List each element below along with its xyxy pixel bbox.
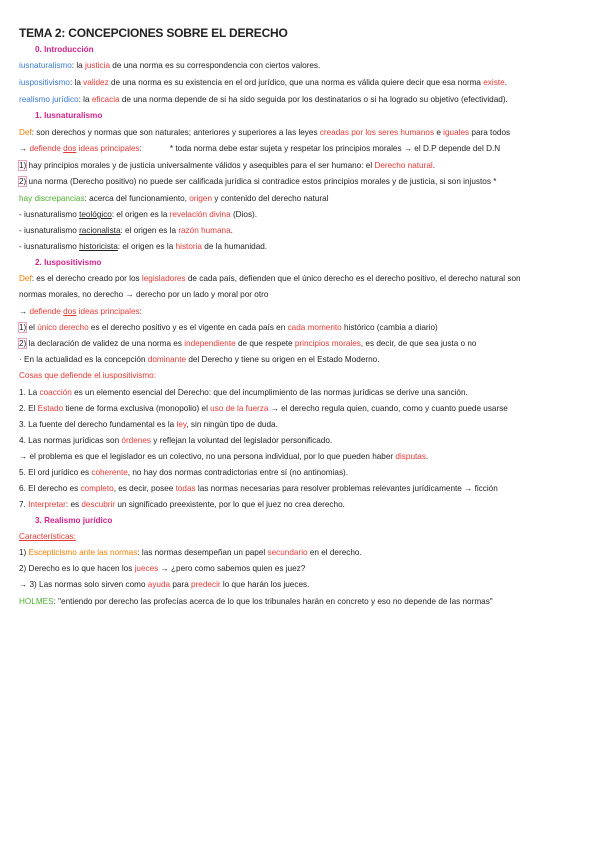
text: 1) — [19, 548, 29, 557]
iuspos-item-6 — [19, 483, 498, 494]
text: , sin ningún tipo de duda. — [186, 420, 278, 429]
text: : acerca del funcionamiento, — [84, 194, 190, 203]
underlined-term: racionalista — [79, 226, 121, 235]
keyword: Escepticismo ante las normas — [28, 548, 138, 557]
text: → ¿pero como sabemos quien es juez? — [158, 564, 306, 573]
text: (Dios). — [230, 210, 258, 219]
keyword: principios morales — [294, 339, 361, 348]
keyword: razón humana — [178, 226, 231, 235]
text: . — [432, 161, 435, 170]
text: en el derecho. — [307, 548, 362, 557]
term-iusnaturalismo: iusnaturalismo — [19, 61, 72, 70]
section-2-heading: 2. Iuspositivismo — [35, 258, 102, 267]
text: : el origen es la — [117, 242, 176, 251]
keyword: ideas principales — [76, 307, 140, 316]
underlined-term: teológico — [79, 210, 112, 219]
text: : el origen es la — [111, 210, 170, 219]
text: : — [139, 307, 142, 316]
text: 1. La — [19, 388, 40, 397]
text: * toda norma debe estar sujeta y respetar los principios morales → el D.P depende del D.N — [169, 144, 501, 153]
text: : las normas desempeñan un papel — [137, 548, 268, 557]
text: : es — [65, 500, 82, 509]
text: 2. El — [19, 404, 38, 413]
text: - iusnaturalismo — [19, 242, 80, 251]
iuspos-line-1 — [19, 273, 521, 284]
text: para todos — [469, 128, 511, 137]
keyword: hay discrepancias — [19, 194, 85, 203]
text: : "entiendo por derecho las profecías acerca de lo que los tribunales harán en concreto y eso no depende de las normas" — [53, 597, 493, 606]
iusnat-line-4 — [19, 176, 496, 187]
iuspos-list-title: Cosas que defiende el iuspositivismo: — [19, 371, 156, 380]
text: una norma (Derecho positivo) no puede ser calificada jurídica si contradice estos principios morales y de justicia, si son injustos * — [26, 177, 497, 186]
text: : — [139, 144, 142, 153]
text: 5. El ord jurídico es — [19, 468, 92, 477]
iusnat-line-6 — [19, 209, 257, 220]
def-label: Def — [19, 274, 32, 283]
text: . — [425, 452, 429, 461]
text: → — [19, 307, 30, 316]
text: de cada país, defienden que el único derecho es el derecho positivo, el derecho natural son — [185, 274, 521, 283]
intro-line-2 — [19, 77, 507, 88]
keyword: iguales — [443, 128, 470, 137]
page-title: TEMA 2: CONCEPCIONES SOBRE EL DERECHO — [19, 26, 288, 40]
text: : la — [71, 61, 85, 70]
text: e — [434, 128, 444, 137]
text: 4. Las normas jurídicas son — [19, 436, 122, 445]
section-0-heading: 0. Introducción — [35, 45, 94, 54]
iusnat-line-2 — [19, 143, 500, 154]
keyword: descubrir — [81, 500, 116, 509]
term-iuspositivismo: iuspositivismo — [19, 78, 70, 87]
keyword: uso de la fuerza — [210, 404, 269, 413]
text: las normas necesarias para resolver problemas relevantes jurídicamente → ficción — [195, 484, 498, 493]
text: → el derecho regula quien, cuando, como y cuanto puede usarse — [268, 404, 508, 413]
underlined-term: historicista — [79, 242, 118, 251]
text: → — [19, 144, 30, 153]
text: · En la actualidad es la concepción — [19, 355, 148, 364]
text: el — [26, 323, 38, 332]
iusnat-line-1 — [19, 127, 510, 138]
section-3-heading: 3. Realismo jurídico — [35, 516, 113, 525]
keyword: disputas — [395, 452, 426, 461]
item-number: 1) — [19, 323, 27, 332]
keyword: independiente — [184, 339, 236, 348]
iuspos-line-4 — [19, 322, 438, 333]
keyword: coherente — [91, 468, 128, 477]
text: : el origen es la — [120, 226, 179, 235]
keyword: origen — [189, 194, 212, 203]
author-name: HOLMES — [19, 597, 54, 606]
holmes-quote — [19, 596, 493, 607]
iusnat-line-3 — [19, 160, 435, 171]
iuspos-item-1 — [19, 387, 468, 398]
iuspos-line-5 — [19, 338, 476, 349]
text: y contenido del derecho natural — [212, 194, 329, 203]
keyword: dos — [63, 144, 77, 153]
iuspos-item-2 — [19, 403, 508, 414]
def-label: Def — [19, 128, 32, 137]
text: , es decir, de que sea justa o no — [360, 339, 477, 348]
keyword: jueces — [134, 564, 159, 573]
keyword: defiende — [29, 307, 64, 316]
keyword: validez — [83, 78, 109, 87]
text: de que respete — [235, 339, 295, 348]
text: tiene de forma exclusiva (monopolio) el — [63, 404, 211, 413]
intro-line-1 — [19, 60, 320, 71]
text: 2) Derecho es lo que hacen los — [19, 564, 135, 573]
text: 7. — [19, 500, 29, 509]
keyword: dominante — [147, 355, 187, 364]
iuspos-item-5 — [19, 467, 348, 478]
keyword: ley — [176, 420, 187, 429]
keyword: creadas por los seres humanos — [319, 128, 435, 137]
iuspos-item-4-note — [19, 451, 428, 462]
item-number: 2) — [19, 177, 27, 186]
text: : son derechos y normas que son naturales; anteriores y superiores a las leyes — [31, 128, 320, 137]
text: , no hay dos normas contradictorias entre sí (no antinomias). — [127, 468, 349, 477]
text: - iusnaturalismo — [19, 226, 80, 235]
keyword: único derecho — [37, 323, 89, 332]
characteristics-title: Características: — [19, 532, 76, 541]
text: . — [230, 226, 233, 235]
keyword: secundario — [267, 548, 308, 557]
iuspos-line-6 — [19, 354, 380, 365]
keyword: Estado — [37, 404, 64, 413]
realismo-item-1 — [19, 547, 362, 558]
text: un significado preexistente, por lo que el juez no crea derecho. — [115, 500, 345, 509]
text: 6. El derecho es — [19, 484, 81, 493]
keyword: completo — [80, 484, 114, 493]
text: 3. La fuente del derecho fundamental es la — [19, 420, 177, 429]
text: la declaración de validez de una norma es — [26, 339, 185, 348]
keyword: ayuda — [147, 580, 171, 589]
keyword: ideas principales — [76, 144, 140, 153]
keyword: eficacia — [91, 95, 120, 104]
keyword: todas — [175, 484, 196, 493]
text: y reflejan la voluntad del legislador personificado. — [151, 436, 333, 445]
iuspos-item-4 — [19, 435, 332, 446]
text: : la — [69, 78, 84, 87]
text: es un elemento esencial del Derecho: que del incumplimiento de las normas jurídicas se derive una sanción. — [71, 388, 468, 397]
keyword: revelación divina — [169, 210, 231, 219]
keyword: coacción — [39, 388, 72, 397]
text: , es decir, posee — [113, 484, 176, 493]
keyword: defiende — [29, 144, 64, 153]
keyword: legisladores — [141, 274, 186, 283]
iuspos-line-2: normas morales, no derecho → derecho por un lado y moral por otro — [19, 290, 269, 299]
text: → 3) Las normas solo sirven como — [19, 580, 148, 589]
iuspos-item-3 — [19, 419, 278, 430]
iuspos-line-3 — [19, 306, 142, 317]
text: : es el derecho creado por los — [31, 274, 142, 283]
keyword: Derecho natural — [374, 161, 433, 170]
text: del Derecho y tiene su origen en el Estado Moderno. — [186, 355, 380, 364]
iusnat-line-7 — [19, 225, 233, 236]
keyword: existe — [483, 78, 505, 87]
iuspos-item-7 — [19, 499, 345, 510]
iusnat-line-8 — [19, 241, 267, 252]
text: es el derecho positivo y es el vigente en cada país en — [88, 323, 288, 332]
text: para — [170, 580, 192, 589]
item-number: 1) — [19, 161, 27, 170]
section-1-heading: 1. Iusnaturalismo — [35, 111, 103, 120]
text: de la humanidad. — [201, 242, 268, 251]
realismo-item-2 — [19, 563, 305, 574]
item-number: 2) — [19, 339, 27, 348]
text: lo que harán los jueces. — [220, 580, 310, 589]
intro-line-3 — [19, 94, 508, 105]
iusnat-line-5 — [19, 193, 329, 204]
text: - iusnaturalismo — [19, 210, 80, 219]
keyword: justicia — [85, 61, 111, 70]
keyword: órdenes — [121, 436, 151, 445]
keyword: cada momento — [287, 323, 342, 332]
keyword: dos — [63, 307, 77, 316]
text: de una norma depende de si ha sido seguida por los destinatarios o si ha logrado su objetivo (efectividad). — [119, 95, 508, 104]
text: . — [504, 78, 507, 87]
text: : la — [78, 95, 92, 104]
text: de una norma es su existencia en el ord jurídico, que una norma es válida quiere decir que esa norma — [108, 78, 484, 87]
text: hay principios morales y de justicia universalmente válidos y asequibles para el ser humano: el — [26, 161, 375, 170]
text: → el problema es que el legislador es un colectivo, no una persona individual, por lo que pueden haber — [19, 452, 396, 461]
term-realismo: realismo jurídico — [19, 95, 79, 104]
keyword: predecir — [191, 580, 221, 589]
text: histórico (cambia a diario) — [341, 323, 438, 332]
keyword: Interpretar — [28, 500, 66, 509]
keyword: historia — [175, 242, 202, 251]
text: de una norma es su correspondencia con ciertos valores. — [110, 61, 321, 70]
realismo-item-3 — [19, 579, 309, 590]
